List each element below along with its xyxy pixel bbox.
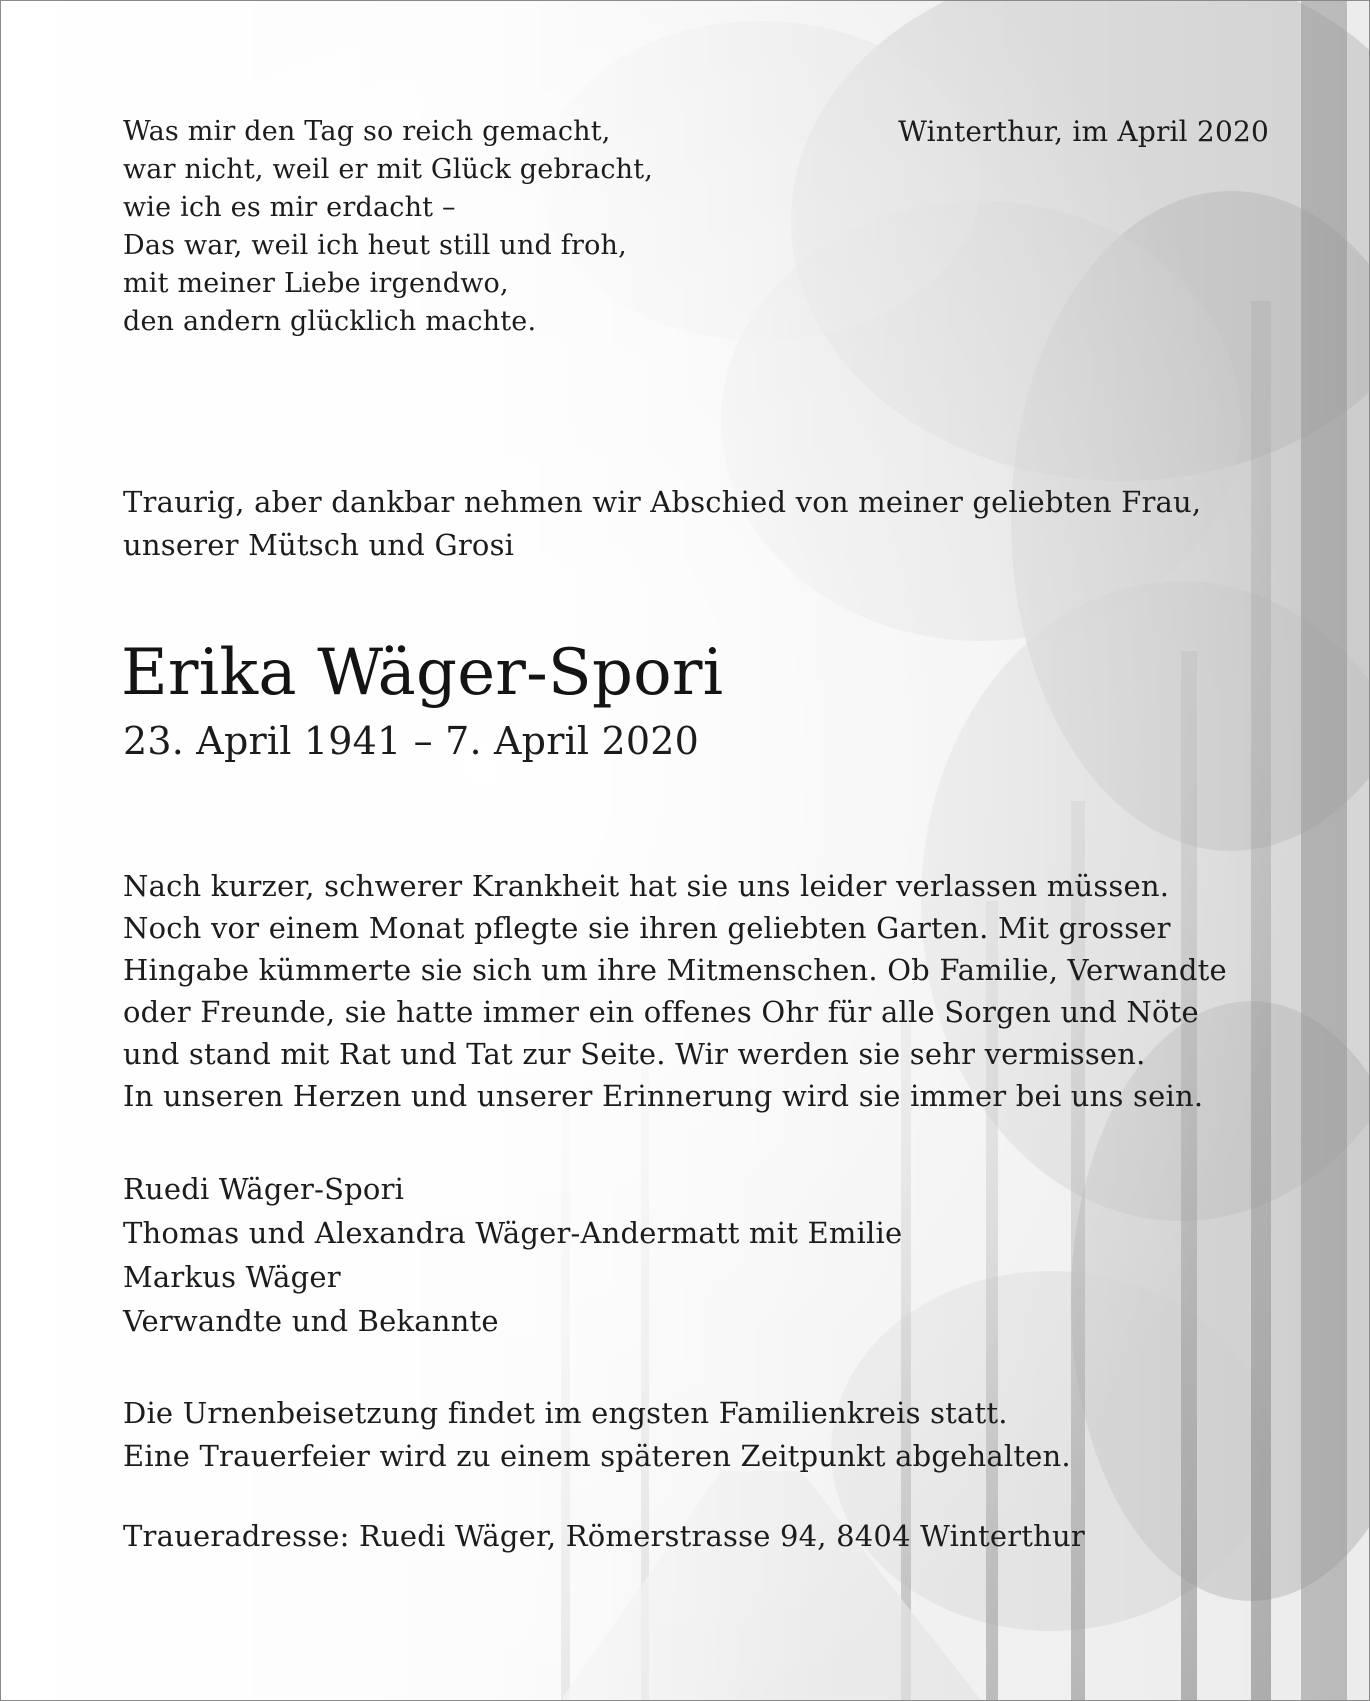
tribute-line: und stand mit Rat und Tat zur Seite. Wir werden sie sehr vermissen. [123, 1037, 1146, 1071]
intro-line: Traurig, aber dankbar nehmen wir Abschied von meiner geliebten Frau, [123, 485, 1202, 519]
tribute-text [123, 865, 1227, 1117]
mourners-list [123, 1167, 902, 1343]
poem-line: den andern glücklich machte. [123, 306, 537, 337]
tribute-line: Noch vor einem Monat pflegte sie ihren geliebten Garten. Mit grosser [123, 911, 1171, 945]
tribute-line: oder Freunde, sie hatte immer ein offenes Ohr für alle Sorgen und Nöte [123, 995, 1199, 1029]
tribute-line: Nach kurzer, schwerer Krankheit hat sie uns leider verlassen müssen. [123, 869, 1170, 903]
ceremony-line: Eine Trauerfeier wird zu einem späteren Zeitpunkt abgehalten. [123, 1439, 1071, 1473]
poem-line: Das war, weil ich heut still und froh, [123, 230, 627, 261]
tribute-line: Hingabe kümmerte sie sich um ihre Mitmenschen. Ob Familie, Verwandte [123, 953, 1227, 987]
intro-line: unserer Mütsch und Grosi [123, 528, 515, 562]
poem-line: mit meiner Liebe irgendwo, [123, 268, 509, 299]
poem-line: Was mir den Tag so reich gemacht, [123, 116, 611, 147]
mourner-line: Markus Wäger [123, 1260, 341, 1294]
ceremony-line: Die Urnenbeisetzung findet im engsten Familienkreis statt. [123, 1396, 1008, 1430]
life-dates: 23. April 1941 – 7. April 2020 [123, 719, 700, 763]
mourning-address: Traueradresse: Ruedi Wäger, Römerstrasse 94, 8404 Winterthur [123, 1519, 1085, 1553]
mourner-line: Ruedi Wäger-Spori [123, 1172, 405, 1206]
deceased-name: Erika Wäger-Spori [121, 636, 724, 710]
mourner-line: Thomas und Alexandra Wäger-Andermatt mit Emilie [123, 1216, 903, 1250]
tribute-line: In unseren Herzen und unserer Erinnerung wird sie immer bei uns sein. [123, 1079, 1204, 1113]
mourner-line: Verwandte und Bekannte [123, 1304, 499, 1338]
poem-line: war nicht, weil er mit Glück gebracht, [123, 154, 654, 185]
poem-line: wie ich es mir erdacht – [123, 192, 456, 223]
ceremony-notice [123, 1392, 1071, 1478]
place-and-date: Winterthur, im April 2020 [898, 115, 1269, 148]
intro-text [123, 481, 1201, 567]
poem [123, 113, 653, 341]
